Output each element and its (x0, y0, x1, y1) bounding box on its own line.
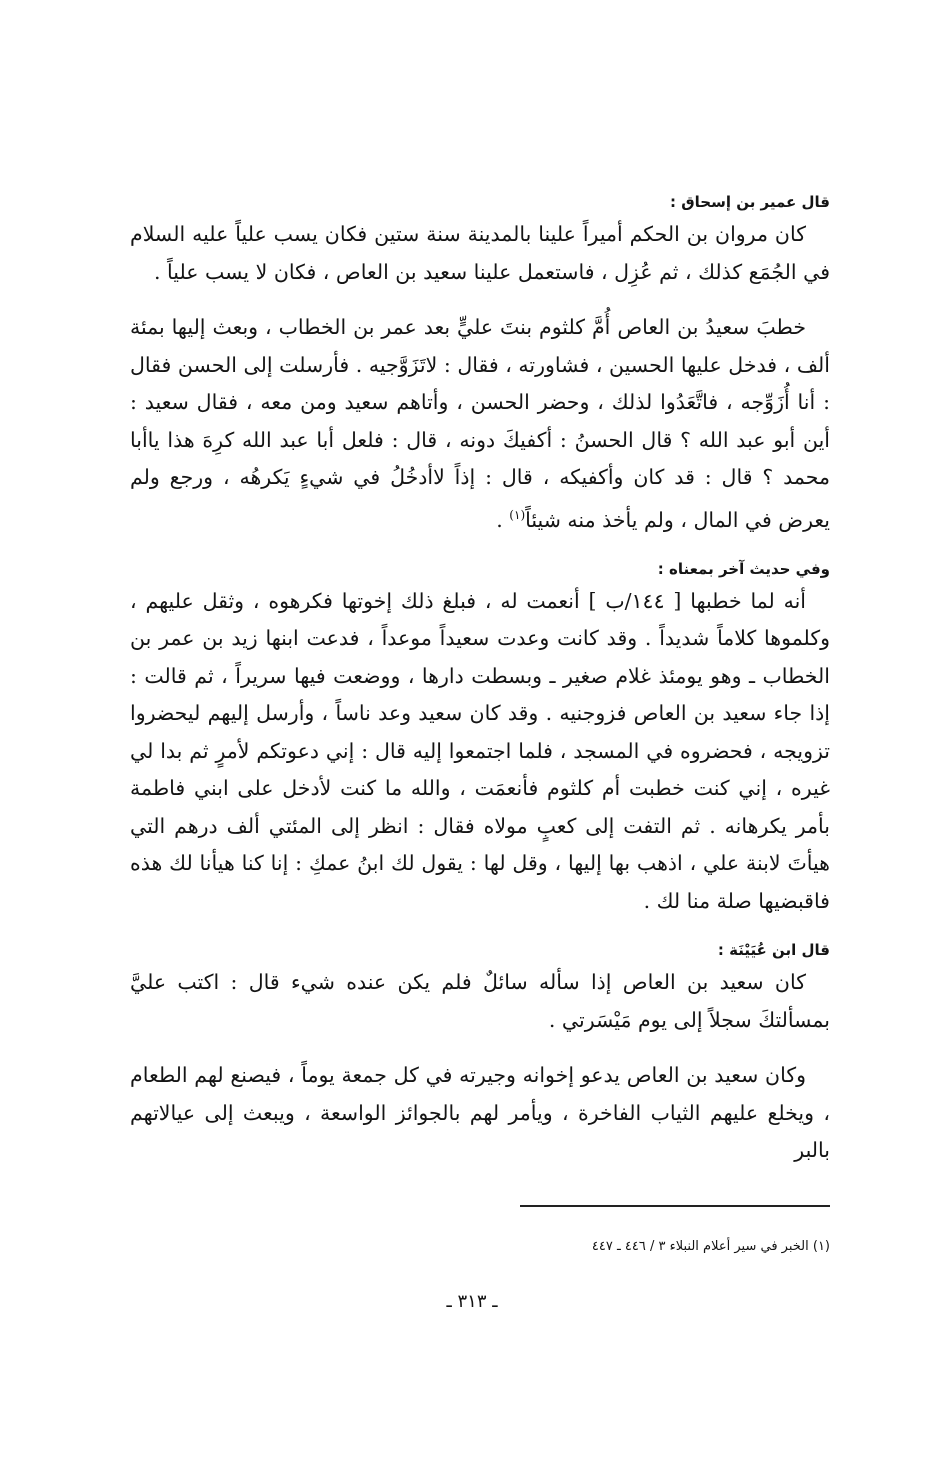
paragraph: كان مروان بن الحكم أميراً علينا بالمدينة سنة ستين فكان يسب علياً عليه السلام في الجُمَع كذلك ، ثم عُزِل ، فاستعمل علينا سعيد بن العاص ، فكان لا يسب علياً . (130, 222, 830, 284)
paragraph: أنه لما خطبها [ ١٤٤/ب ] أنعمت له ، فبلغ ذلك إخوتها فكرهوه ، وثقل عليهم ، وكلموها كلاماً شديداً . وقد كانت وعدت سعيداً موعداً ، فدعت ابنها زيد بن عمر بن الخطاب ـ وهو يومئذ غلام صغير ـ وبسطت دارها ، ووضعت فيها سريراً ، ثم قالت : إذا جاء سعيد بن العاص فزوجنيه . وقد كان سعيد وعد ناساً ، وأرسل إليهم ليحضروا تزويجه ، فحضروه في المسجد ، فلما اجتمعوا إليه قال : إني دعوتكم لأمرٍ ثم بدا لي غيره ، إني كنت خطبت أم كلثوم فأنعمَت ، والله ما كنت لأدخل على ابني فاطمة بأمر يكرهانه . ثم التفت إلى كعبٍ مولاه فقال : انظر إلى المئتي ألف درهم التي هيأتَ لابنة علي ، اذهب بها إليها ، وقل لها : يقول لك ابنُ عمكِ : إنا كنا هيأنا لك هذه فاقبضيها صلة منا لك . (130, 588, 830, 913)
section-heading: قال عمير بن إسحاق : (670, 193, 830, 211)
paragraph: وكان سعيد بن العاص يدعو إخوانه وجيرته في كل جمعة يوماً ، فيصنع لهم الطعام ، ويخلع عليهم الثياب الفاخرة ، ويأمر لهم بالجوائز الواسعة ، ويبعث إلى عيالاتهم بالبر (130, 1063, 830, 1163)
section-ibn-uyayna (130, 938, 830, 1039)
section-other-hadith (130, 557, 830, 921)
page-number: ـ ٣١٣ ـ (446, 1291, 498, 1312)
footnote-divider (520, 1205, 830, 1207)
page-body (130, 190, 830, 1170)
footnote: (١) الخبر في سير أعلام النبلاء ٣ / ٤٤٦ ـ ٤٤٧ (591, 1239, 830, 1254)
paragraph-text: خطبَ سعيدُ بن العاص أُمَّ كلثوم بنتَ عليٍّ بعد عمر بن الخطاب ، وبعث إليها بمئة ألف ، فدخل عليها الحسين ، فشاورته ، فقال : لاتَزَوَّجيه . فأرسلت إلى الحسن فقال : أنا أُزَوِّجه ، فاتَّعَدُوا لذلك ، وحضر الحسن ، وأتاهم سعيد ومن معه ، فقال سعيد : أين أبو عبد الله ؟ قال الحسنُ : أكفيكَ دونه ، قال : فلعل أبا عبد الله كرِهَ هذا ياأبا محمد ؟ قال : قد كان وأكفيكه ، قال : إذاً لاأدخُلُ في شيءٍ يَكرهُه ، ورجع ولم يعرض في المال ، ولم يأخذ منه شيئاً (130, 315, 830, 532)
section-heading: وفي حديث آخر بمعناه : (657, 559, 830, 578)
paragraph: خطبَ سعيدُ بن العاص أُمَّ كلثوم بنتَ عليٍّ بعد عمر بن الخطاب ، وبعث إليها بمئة ألف ، فدخل عليها الحسين ، فشاورته ، فقال : لاتَزَوَّجيه . فأرسلت إلى الحسن فقال : أنا أُزَوِّجه ، فاتَّعَدُوا لذلك ، وحضر الحسن ، وأتاهم سعيد ومن معه ، فقال سعيد : أين أبو عبد الله ؟ قال الحسنُ : أكفيكَ دونه ، قال : فلعل أبا عبد الله كرِهَ هذا ياأبا محمد ؟ قال : قد كان وأكفيكه ، قال : إذاً لاأدخُلُ في شيءٍ يَكرهُه ، ورجع ولم يعرض في المال ، ولم يأخذ منه شيئاً$^{(١)}$ . (130, 315, 830, 532)
section-khitba (130, 309, 830, 539)
section-heading: قال ابن عُيَيْنَة : (717, 941, 830, 960)
section-umair (130, 190, 830, 291)
section-generosity (130, 1057, 830, 1170)
paragraph: كان سعيد بن العاص إذا سأله سائلٌ فلم يكن عنده شيء قال : اكتب عليَّ بمسألتكَ سجلاً إلى يوم مَيْسَرتي . (130, 970, 830, 1032)
footnote-reference: (١) (509, 507, 526, 522)
